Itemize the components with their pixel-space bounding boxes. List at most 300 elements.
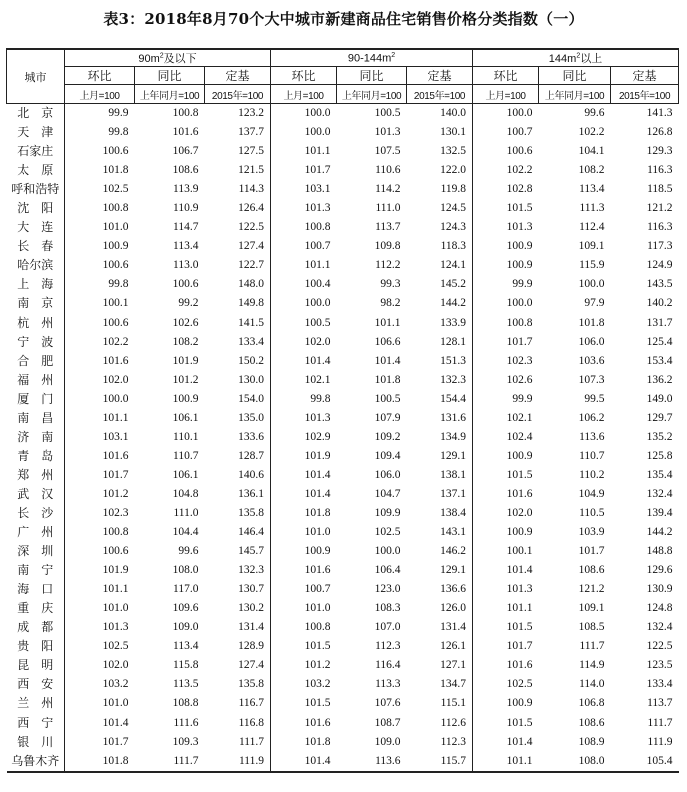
index-value: 101.5 [506, 716, 533, 729]
index-value: 131.6 [407, 409, 473, 428]
index-value: 146.2 [407, 542, 473, 561]
index-value: 109.9 [374, 507, 401, 519]
index-value: 100.9 [102, 240, 129, 253]
index-value: 104.7 [374, 487, 401, 500]
index-value: 101.4 [506, 735, 533, 748]
index-value: 101.8 [65, 752, 135, 772]
table-row [7, 714, 679, 733]
index-value: 136.6 [407, 580, 473, 599]
index-value: 99.2 [178, 297, 199, 310]
index-value: 117.3 [647, 240, 673, 253]
index-value: 136.2 [646, 373, 673, 386]
index-value: 103.6 [578, 354, 605, 367]
index-value: 101.1 [102, 583, 129, 596]
index-value: 121.2 [578, 583, 605, 596]
index-value: 135.8 [205, 675, 271, 694]
group-header-90-144: $90-144m^2$ [271, 49, 473, 67]
index-value: 124.3 [407, 218, 473, 237]
index-value: 101.9 [304, 449, 331, 462]
table-row [7, 580, 679, 599]
index-value: 118.3 [407, 237, 473, 256]
index-value: 116.3 [647, 164, 673, 177]
index-value: 101.6 [506, 659, 533, 672]
index-value: 100.5 [374, 392, 401, 405]
index-value: 102.3 [102, 507, 129, 519]
index-value: 113.4 [173, 240, 199, 253]
index-value: 149.0 [646, 392, 673, 405]
index-value: 129.1 [407, 447, 473, 466]
city-name: 乌鲁木齐 [7, 752, 65, 772]
index-value: 100.1 [506, 545, 533, 558]
index-value: 126.1 [407, 637, 473, 656]
index-value: 100.8 [172, 107, 199, 120]
index-value: 109.1 [578, 240, 605, 253]
city-name: 广 州 [7, 523, 65, 542]
index-value: 101.6 [102, 354, 129, 367]
index-value: 110.7 [579, 449, 605, 462]
index-value: 101.1 [304, 145, 331, 158]
index-value: 102.3 [506, 354, 533, 367]
table-row [7, 485, 679, 504]
table-row [7, 428, 679, 447]
index-value: 141.3 [646, 107, 673, 120]
table-row [7, 275, 679, 294]
index-value: 102.0 [506, 507, 533, 519]
index-value: 133.9 [407, 314, 473, 333]
city-name: 北 京 [7, 104, 65, 124]
base-label-prev-year: 上年同月=100 [539, 85, 611, 104]
index-value: 148.0 [205, 275, 271, 294]
city-name: 沈 阳 [7, 199, 65, 218]
index-value: 106.4 [374, 564, 401, 577]
index-value: 100.8 [506, 316, 533, 329]
index-value: 108.5 [578, 621, 605, 634]
index-value: 107.3 [578, 373, 605, 386]
city-name: 济 南 [7, 428, 65, 447]
index-value: 140.2 [646, 297, 673, 310]
base-label-prev-month: 上月=100 [65, 85, 135, 104]
table-row [7, 180, 679, 199]
index-value: 100.6 [172, 278, 199, 291]
table-row [7, 542, 679, 561]
index-value: 108.2 [172, 335, 199, 348]
index-value: 109.0 [172, 621, 199, 634]
index-value: 101.5 [304, 697, 331, 710]
index-value: 101.8 [102, 164, 129, 177]
index-value: 108.6 [578, 716, 605, 729]
index-value: 104.4 [172, 526, 199, 539]
subheader-yoy: 同比 [539, 67, 611, 85]
index-value: 114.3 [205, 180, 271, 199]
index-value: 102.1 [506, 411, 533, 424]
index-value: 104.8 [172, 487, 199, 500]
index-value: 128.7 [205, 447, 271, 466]
index-value: 144.2 [646, 526, 673, 539]
index-value: 130.1 [407, 123, 473, 142]
table-row [7, 218, 679, 237]
table-row [7, 752, 679, 772]
table-title: 表3：2018年8月70个大中城市新建商品住宅销售价格分类指数（一） [103, 10, 584, 28]
base-label-prev-year: 上年同月=100 [135, 85, 205, 104]
city-name: 海 口 [7, 580, 65, 599]
table-row [7, 123, 679, 142]
index-value: 111.0 [173, 507, 199, 519]
index-value: 101.6 [172, 126, 199, 139]
index-value: 111.9 [647, 735, 673, 748]
index-value: 110.2 [579, 468, 605, 481]
index-value: 101.1 [473, 752, 539, 772]
index-value: 110.5 [579, 507, 605, 519]
index-value: 101.4 [374, 354, 401, 367]
index-value: 138.4 [407, 504, 473, 523]
subheader-yoy: 同比 [135, 67, 205, 85]
index-value: 115.8 [173, 659, 199, 672]
city-name: 长 春 [7, 237, 65, 256]
index-value: 108.7 [374, 716, 401, 729]
city-name: 兰 州 [7, 694, 65, 713]
index-value: 106.1 [172, 411, 199, 424]
index-value: 100.6 [506, 145, 533, 158]
index-value: 101.1 [506, 602, 533, 615]
index-value: 101.1 [102, 411, 129, 424]
index-value: 110.9 [173, 202, 199, 215]
index-value: 127.1 [407, 656, 473, 675]
index-value: 115.1 [407, 694, 473, 713]
index-value: 111.6 [173, 716, 199, 729]
city-name: 郑 州 [7, 466, 65, 485]
index-value: 102.1 [304, 373, 331, 386]
index-value: 99.6 [178, 545, 199, 558]
index-value: 119.8 [407, 180, 473, 199]
index-value: 108.2 [578, 164, 605, 177]
index-value: 110.7 [173, 449, 199, 462]
index-value: 122.5 [646, 640, 673, 653]
city-name: 石家庄 [7, 142, 65, 161]
index-value: 139.4 [646, 507, 673, 519]
index-value: 113.3 [375, 678, 401, 691]
index-value: 100.9 [304, 545, 331, 558]
index-value: 125.4 [646, 335, 673, 348]
index-value: 112.4 [579, 221, 605, 234]
index-value: 114.9 [579, 659, 605, 672]
index-value: 126.4 [205, 199, 271, 218]
index-value: 126.0 [407, 599, 473, 618]
index-value: 154.0 [205, 390, 271, 409]
index-value: 99.9 [108, 107, 129, 120]
table-row [7, 161, 679, 180]
table-row [7, 409, 679, 428]
index-value: 132.3 [407, 371, 473, 390]
table-row [7, 656, 679, 675]
index-value: 105.4 [611, 752, 679, 772]
index-value: 135.8 [205, 504, 271, 523]
index-value: 140.0 [407, 104, 473, 124]
index-value: 100.9 [172, 392, 199, 405]
index-value: 135.4 [646, 468, 673, 481]
index-value: 129.6 [646, 564, 673, 577]
index-value: 113.7 [647, 697, 673, 710]
index-value: 98.2 [380, 297, 401, 310]
index-value: 102.2 [578, 126, 605, 139]
index-value: 101.7 [506, 335, 533, 348]
index-value: 101.0 [304, 602, 331, 615]
index-value: 101.3 [304, 411, 331, 424]
index-value: 130.0 [205, 371, 271, 390]
index-value: 108.3 [374, 602, 401, 615]
index-value: 123.0 [374, 583, 401, 596]
index-value: 101.4 [304, 487, 331, 500]
index-value: 101.0 [102, 602, 129, 615]
index-value: 102.4 [506, 430, 533, 443]
index-value: 102.9 [304, 430, 331, 443]
index-value: 122.0 [407, 161, 473, 180]
index-value: 100.0 [304, 126, 331, 139]
index-value: 104.9 [578, 487, 605, 500]
index-value: 101.9 [172, 354, 199, 367]
city-name: 青 岛 [7, 447, 65, 466]
index-value: 132.5 [407, 142, 473, 161]
index-value: 129.1 [407, 561, 473, 580]
index-value: 111.7 [579, 640, 605, 653]
index-value: 100.0 [506, 297, 533, 310]
index-value: 128.1 [407, 333, 473, 352]
index-value: 138.1 [407, 466, 473, 485]
index-value: 102.6 [172, 316, 199, 329]
table-row [7, 371, 679, 390]
index-value: 100.7 [304, 240, 331, 253]
index-value: 130.9 [646, 583, 673, 596]
index-value: 106.1 [172, 468, 199, 481]
index-value: 133.4 [646, 678, 673, 691]
index-value: 112.3 [407, 733, 473, 752]
index-value: 106.0 [578, 335, 605, 348]
index-value: 100.0 [304, 107, 331, 120]
subheader-mom: 环比 [271, 67, 337, 85]
index-value: 101.2 [304, 659, 331, 672]
index-value: 140.6 [205, 466, 271, 485]
index-value: 116.7 [205, 694, 271, 713]
index-value: 117.0 [173, 583, 199, 596]
city-name: 上 海 [7, 275, 65, 294]
table-row [7, 199, 679, 218]
index-value: 102.2 [506, 164, 533, 177]
index-value: 111.9 [205, 752, 271, 772]
index-value: 101.0 [304, 526, 331, 539]
index-value: 102.5 [102, 640, 129, 653]
index-value: 107.0 [374, 621, 401, 634]
index-value: 101.7 [102, 735, 129, 748]
index-value: 100.9 [506, 449, 533, 462]
index-value: 100.9 [506, 240, 533, 253]
index-value: 102.8 [506, 183, 533, 196]
city-name: 杭 州 [7, 314, 65, 333]
index-value: 115.9 [579, 259, 605, 272]
index-value: 101.7 [102, 468, 129, 481]
city-name: 大 连 [7, 218, 65, 237]
index-value: 137.1 [407, 485, 473, 504]
index-value: 101.7 [578, 545, 605, 558]
index-value: 110.6 [375, 164, 401, 177]
index-value: 99.8 [310, 392, 331, 405]
index-value: 101.0 [102, 697, 129, 710]
table-row [7, 256, 679, 275]
index-value: 123.2 [205, 104, 271, 124]
city-name: 南 京 [7, 294, 65, 313]
index-value: 101.8 [578, 316, 605, 329]
table-body [7, 104, 679, 772]
index-value: 112.6 [407, 714, 473, 733]
index-value: 102.5 [374, 526, 401, 539]
index-value: 100.6 [102, 259, 129, 272]
index-value: 102.0 [102, 659, 129, 672]
table-row [7, 294, 679, 313]
index-value: 103.1 [102, 430, 129, 443]
table-row [7, 333, 679, 352]
index-value: 127.4 [205, 656, 271, 675]
base-label-2015: 2015年=100 [611, 85, 679, 104]
group-header-90-below: $90m^2$及以下 [65, 49, 271, 67]
index-value: 97.9 [584, 297, 605, 310]
index-value: 114.7 [173, 221, 199, 234]
index-value: 100.9 [506, 697, 533, 710]
city-name: 贵 阳 [7, 637, 65, 656]
city-name: 南 昌 [7, 409, 65, 428]
index-value: 137.7 [205, 123, 271, 142]
group-header-144-above: $144m^2$以上 [473, 49, 679, 67]
index-value: 132.3 [205, 561, 271, 580]
index-value: 130.7 [205, 580, 271, 599]
index-value: 141.5 [205, 314, 271, 333]
table-row [7, 599, 679, 618]
index-value: 114.2 [375, 183, 401, 196]
index-value: 103.2 [102, 678, 129, 691]
base-label-2015: 2015年=100 [407, 85, 473, 104]
index-value: 101.6 [304, 716, 331, 729]
index-value: 122.7 [205, 256, 271, 275]
table-row [7, 314, 679, 333]
table-row [7, 142, 679, 161]
index-value: 99.3 [380, 278, 401, 291]
index-value: 111.7 [647, 716, 673, 729]
index-value: 100.6 [102, 545, 129, 558]
index-value: 150.2 [205, 352, 271, 371]
index-value: 109.8 [374, 240, 401, 253]
index-value: 116.8 [205, 714, 271, 733]
index-value: 107.9 [374, 411, 401, 424]
subheader-fixed-base: 定基 [611, 67, 679, 85]
index-value: 101.1 [374, 316, 401, 329]
index-value: 133.4 [205, 333, 271, 352]
index-value: 101.4 [304, 354, 331, 367]
index-value: 135.0 [205, 409, 271, 428]
index-value: 109.4 [374, 449, 401, 462]
city-name: 西 安 [7, 675, 65, 694]
subheader-fixed-base: 定基 [407, 67, 473, 85]
index-value: 101.9 [102, 564, 129, 577]
index-value: 151.3 [407, 352, 473, 371]
index-value: 101.8 [374, 373, 401, 386]
index-value: 122.5 [205, 218, 271, 237]
index-value: 101.6 [506, 487, 533, 500]
table-row [7, 618, 679, 637]
index-value: 113.4 [173, 640, 199, 653]
index-value: 106.0 [374, 468, 401, 481]
index-value: 136.1 [205, 485, 271, 504]
index-value: 109.3 [172, 735, 199, 748]
index-value: 113.9 [173, 183, 199, 196]
subheader-mom: 环比 [473, 67, 539, 85]
table-row [7, 694, 679, 713]
table-row [7, 447, 679, 466]
index-value: 145.7 [205, 542, 271, 561]
index-value: 101.1 [304, 259, 331, 272]
city-name: 南 宁 [7, 561, 65, 580]
index-value: 102.0 [102, 373, 129, 386]
header-row-index-types [7, 67, 679, 85]
city-name: 呼和浩特 [7, 180, 65, 199]
subheader-mom: 环比 [65, 67, 135, 85]
city-name: 武 汉 [7, 485, 65, 504]
index-value: 102.0 [304, 335, 331, 348]
index-value: 100.7 [506, 126, 533, 139]
index-value: 145.2 [407, 275, 473, 294]
index-value: 100.0 [506, 107, 533, 120]
index-value: 100.7 [304, 583, 331, 596]
table-row [7, 352, 679, 371]
index-value: 128.9 [205, 637, 271, 656]
city-name: 长 沙 [7, 504, 65, 523]
base-label-prev-month: 上月=100 [271, 85, 337, 104]
city-header: 城市 [7, 49, 65, 104]
index-value: 131.4 [205, 618, 271, 637]
index-value: 132.4 [646, 621, 673, 634]
city-name: 昆 明 [7, 656, 65, 675]
index-value: 102.6 [506, 373, 533, 386]
index-value: 134.9 [407, 428, 473, 447]
index-value: 113.6 [579, 430, 605, 443]
index-value: 100.1 [102, 297, 129, 310]
index-value: 107.6 [374, 697, 401, 710]
city-name: 太 原 [7, 161, 65, 180]
index-value: 101.0 [102, 221, 129, 234]
index-value: 102.5 [506, 678, 533, 691]
index-value: 101.2 [172, 373, 199, 386]
index-value: 113.7 [375, 221, 401, 234]
index-value: 100.4 [304, 278, 331, 291]
index-value: 115.7 [407, 752, 473, 772]
index-value: 112.2 [375, 259, 401, 272]
index-value: 111.7 [135, 752, 205, 772]
index-value: 101.3 [374, 126, 401, 139]
subheader-fixed-base: 定基 [205, 67, 271, 85]
index-value: 112.3 [375, 640, 401, 653]
index-value: 101.5 [304, 640, 331, 653]
index-value: 100.0 [304, 297, 331, 310]
index-value: 124.8 [646, 602, 673, 615]
index-value: 109.1 [578, 602, 605, 615]
index-value: 124.1 [407, 256, 473, 275]
index-value: 99.5 [584, 392, 605, 405]
index-value: 103.2 [304, 678, 331, 691]
index-value: 101.5 [506, 468, 533, 481]
index-value: 132.4 [646, 487, 673, 500]
index-value: 154.4 [407, 390, 473, 409]
index-value: 101.3 [506, 583, 533, 596]
index-value: 124.5 [407, 199, 473, 218]
index-value: 101.3 [506, 221, 533, 234]
city-name: 重 庆 [7, 599, 65, 618]
index-value: 101.4 [271, 752, 337, 772]
